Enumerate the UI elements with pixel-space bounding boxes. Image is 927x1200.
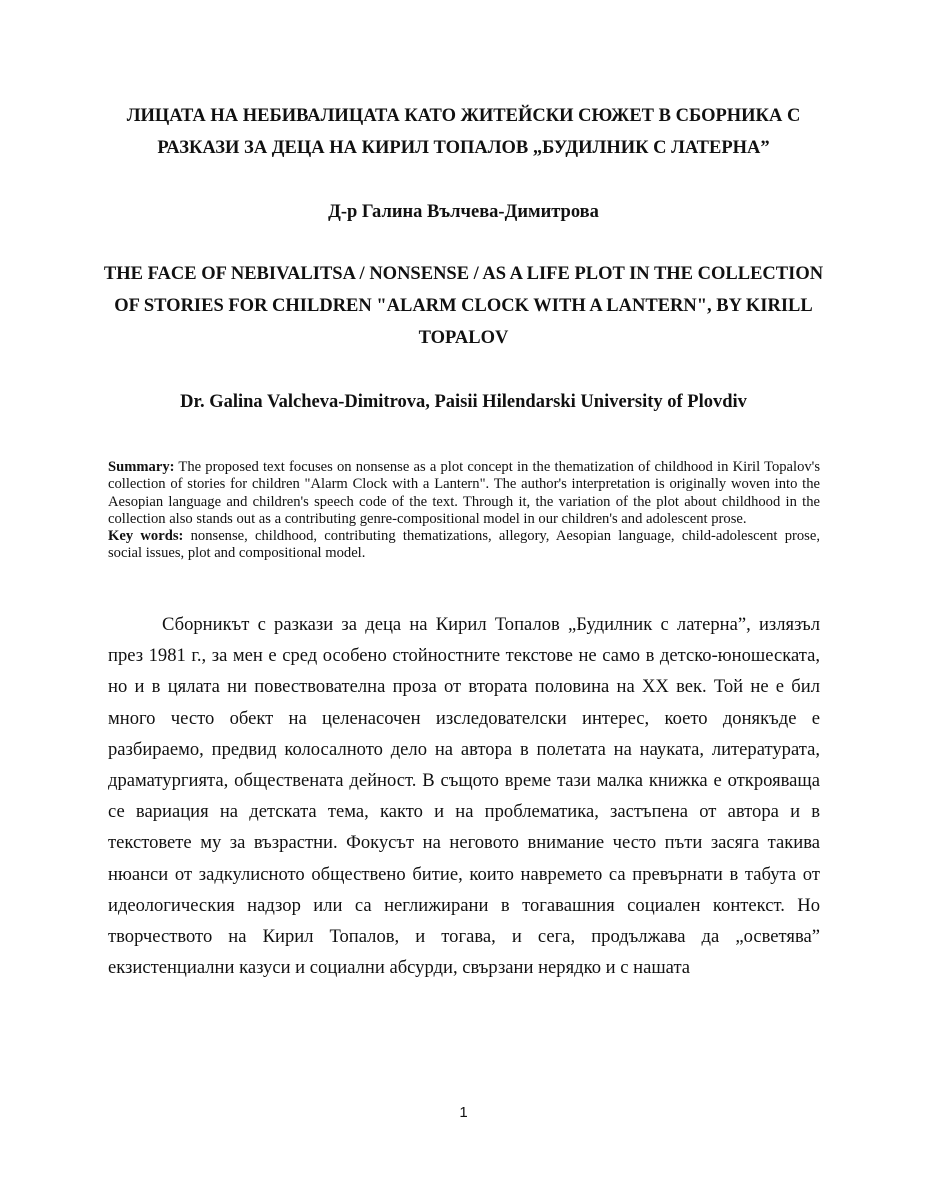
body-paragraph: Сборникът с разкази за деца на Кирил Топалов „Будилник с латерна”, излязъл през 1981 г., за мен е сред особено стойностните текстове не само в детско-юношеската, но и в цялата ни повествователна проза от втората половина на XX век. Той не е бил много често обект на целенасочен изследователски интерес, което донякъде е разбираемо, предвид колосалното дело на автора в полетата на науката, литературата, драматургията, обществената дейност. В същото време тази малка книжка е открояваща се вариация на детската тема, както и на проблематика, застъпена от автора и в текстовете му за възрастни. Фокусът на неговото внимание често пъти засяга такива нюанси от задкулисното обществено битие, които навремето са превърнати в табута от идеологическия надзор или са неглижирани в тогавашния социален контекст. Но творчеството на Кирил Топалов, и тогава, и сега, продължава да „осветява” екзистенциални казуси и социални абсурди, свързани нерядко и с нашата (108, 614, 820, 979)
page-number: 1 (459, 1104, 468, 1121)
abstract-block (108, 459, 820, 563)
keywords-paragraph (108, 528, 820, 563)
keywords-text: nonsense, childhood, contributing thematizations, allegory, Aesopian language, child-adolescent prose, social issues, plot and compositional model. (108, 528, 820, 562)
summary-paragraph (108, 459, 820, 528)
title-english: THE FACE OF NEBIVALITSA / NONSENSE / AS A LIFE PLOT IN THE COLLECTION OF STORIES FOR CHILDREN "ALARM CLOCK WITH A LANTERN", BY KIRILL TOPALOV (103, 264, 824, 348)
summary-text: The proposed text focuses on nonsense as a plot concept in the thematization of childhood in Kiril Topalov's collection of stories for children "Alarm Clock with a Lantern". The author's interpretation is originally woven into the Aesopian language and children's speech code of the text. Through it, the variation of the plot about childhood in the collection also stands out as a contributing genre-compositional model in our children's and adolescent prose. (108, 459, 820, 527)
summary-label: Summary: (108, 459, 175, 475)
author-english: Dr. Galina Valcheva-Dimitrova, Paisii Hilendarski University of Plovdiv (180, 392, 747, 412)
author-bulgarian: Д-р Галина Вълчева-Димитрова (328, 202, 599, 222)
keywords-label: Key words: (108, 528, 184, 545)
body-text (108, 609, 820, 983)
title-bulgarian: ЛИЦАТА НА НЕБИВАЛИЦАТА КАТО ЖИТЕЙСКИ СЮЖЕТ В СБОРНИКА С РАЗКАЗИ ЗА ДЕЦА НА КИРИЛ ТОПАЛОВ „БУДИЛНИК С ЛАТЕРНА” (126, 106, 801, 158)
